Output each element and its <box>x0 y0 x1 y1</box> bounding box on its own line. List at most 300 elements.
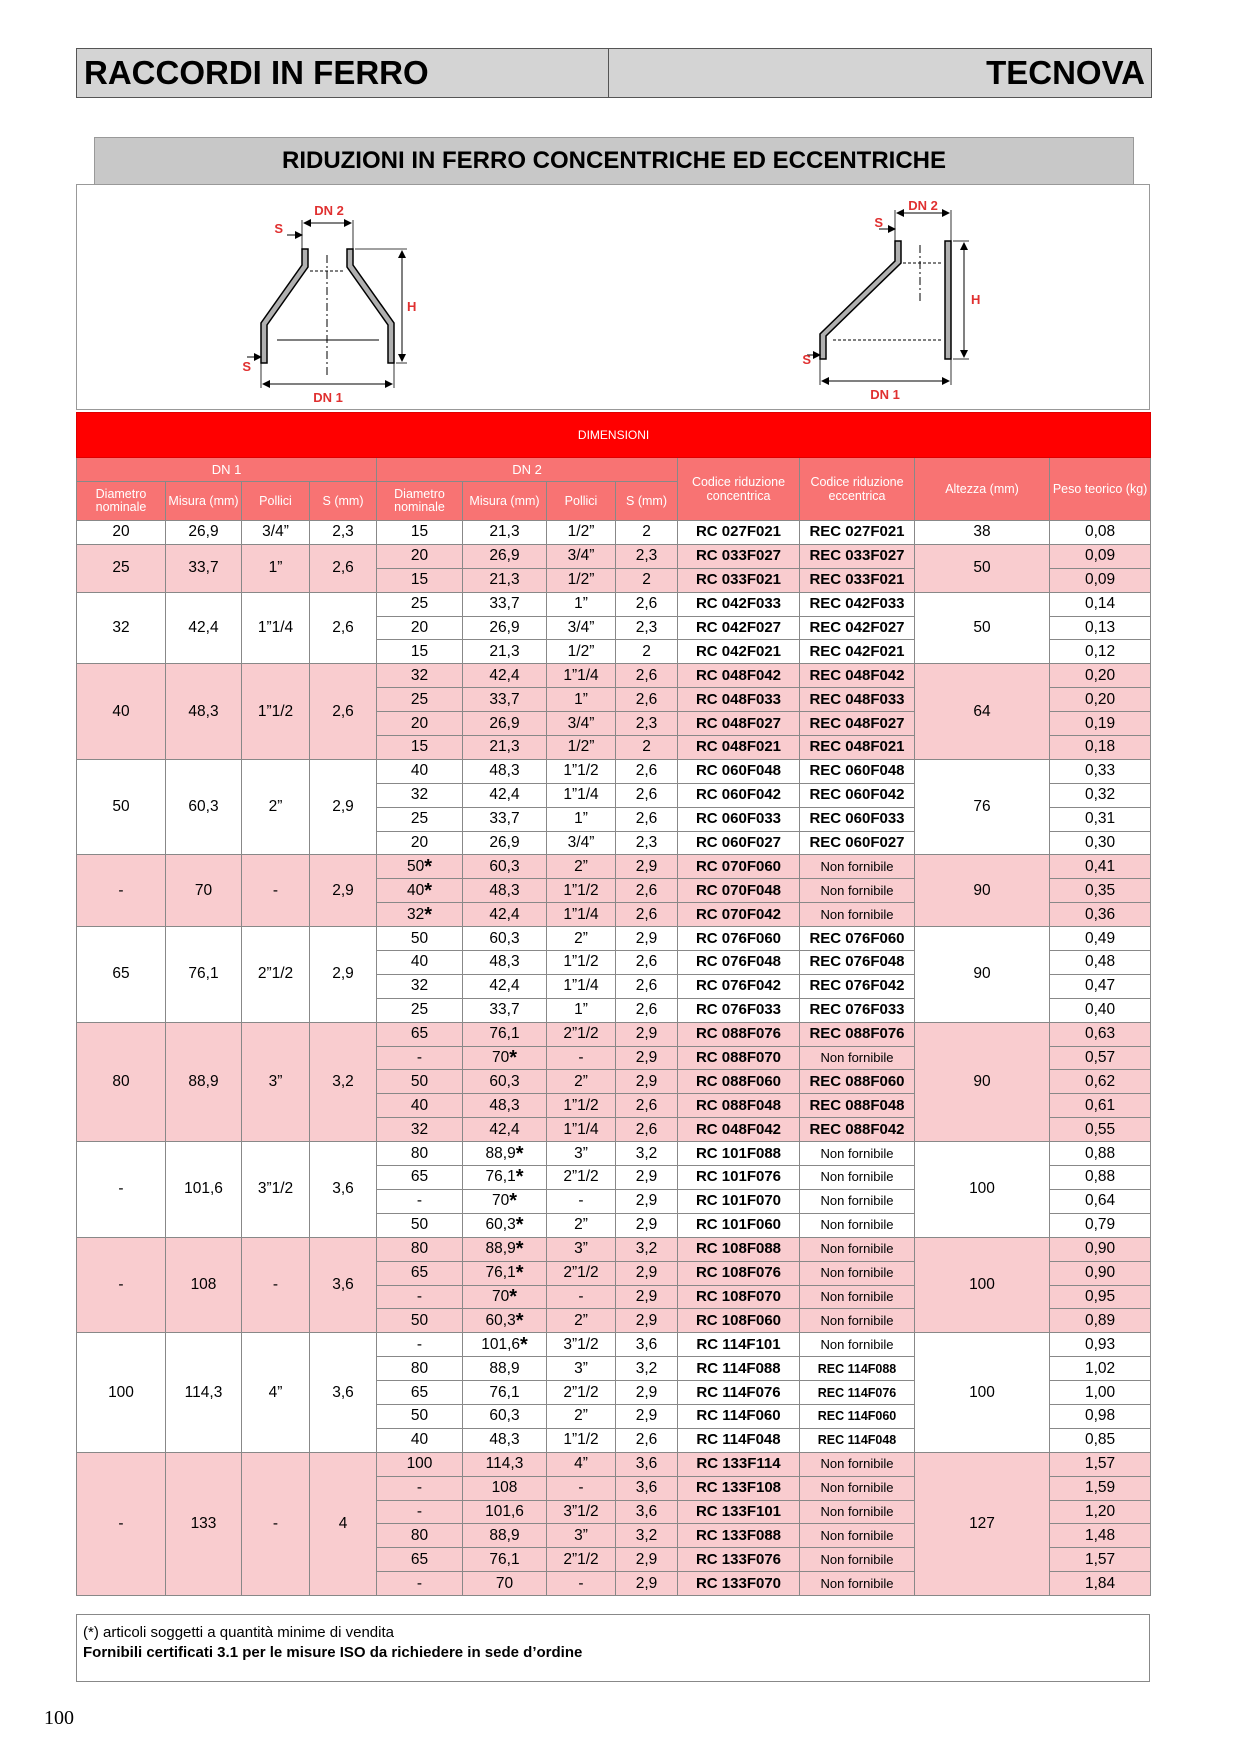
code-concentric-value: RC 060F042 <box>695 786 782 804</box>
label-s-bottom: S <box>242 359 251 374</box>
dn2-diametro <box>377 568 463 592</box>
peso-teorico-value: 0,85 <box>1084 1431 1116 1449</box>
dn2-spessore-value: 3,6 <box>635 1502 658 1520</box>
dn2-header: DN 2 <box>377 458 678 482</box>
dn2-spessore-value: 3,6 <box>635 1335 658 1353</box>
peso-teorico-value: 0,88 <box>1084 1168 1116 1186</box>
peso-teorico <box>1050 1237 1151 1261</box>
dn1-diametro <box>77 521 166 545</box>
dn2-diametro-value: 15 <box>410 523 429 541</box>
code-eccentric-value: REC 088F048 <box>809 1096 905 1114</box>
dn1-diametro <box>77 759 166 855</box>
peso-teorico-value: 0,88 <box>1084 1144 1116 1162</box>
dn2-spessore <box>616 1404 678 1428</box>
dn2-pollici-value: - <box>578 1287 584 1305</box>
dn2-diametro-value: - <box>416 1049 423 1067</box>
altezza <box>915 521 1050 545</box>
code-concentric <box>678 879 800 903</box>
dn2-spessore-value: 2,9 <box>635 1311 658 1329</box>
code-concentric-value: RC 108F070 <box>695 1287 782 1305</box>
code-eccentric <box>800 1309 915 1333</box>
dn2-spessore <box>616 1118 678 1142</box>
dn1-pollici-value: 1”1/2 <box>257 702 294 720</box>
dn1-pollici <box>242 759 310 855</box>
code-eccentric <box>800 1142 915 1166</box>
dn2-misura-value: 70 <box>491 1287 510 1305</box>
dn1-misura-value: 101,6 <box>184 1180 223 1198</box>
dn2-misura-value: 76,1 <box>489 1383 520 1401</box>
code-concentric-value: RC 101F060 <box>695 1216 782 1234</box>
dn2-diametro-value: 25 <box>410 810 429 828</box>
dn2-misura-value: 21,3 <box>489 738 520 756</box>
dn2-diametro-value: 50 <box>410 1072 429 1090</box>
peso-teorico <box>1050 1572 1151 1596</box>
code-concentric-value: RC 133F108 <box>695 1479 782 1497</box>
dn2-pollici-value: 4” <box>574 1455 588 1473</box>
dn2-diametro-value: 25 <box>410 595 429 613</box>
code-concentric <box>678 544 800 568</box>
col-code-eccentric: Codice riduzione eccentrica <box>800 458 915 521</box>
dn2-misura <box>463 664 547 688</box>
dn2-diametro-value: 25 <box>410 690 429 708</box>
col-code-concentric: Codice riduzione concentrica <box>678 458 800 521</box>
code-concentric <box>678 1333 800 1357</box>
label-s-bottom-ecc: S <box>802 352 811 367</box>
dn2-spessore <box>616 1213 678 1237</box>
code-eccentric-value: REC 088F042 <box>809 1120 905 1138</box>
dn2-diametro-value: - <box>416 1335 423 1353</box>
dn2-misura-value: 42,4 <box>489 905 520 923</box>
code-eccentric <box>800 1261 915 1285</box>
dn2-spessore-value: 2,6 <box>635 953 658 971</box>
dn2-misura <box>463 998 547 1022</box>
dn1-diametro-value: - <box>118 1514 124 1532</box>
dn2-misura-value: 60,3 <box>485 1311 516 1329</box>
dn2-spessore <box>616 998 678 1022</box>
code-concentric-value: RC 076F060 <box>695 929 782 947</box>
dn1-misura-value: 108 <box>190 1276 217 1293</box>
dn2-misura-value: 33,7 <box>489 690 520 708</box>
dn2-pollici <box>547 783 616 807</box>
dn2-pollici <box>547 616 616 640</box>
dn2-spessore-value: 2,3 <box>635 547 658 565</box>
dn1-spessore-value: 2,6 <box>332 559 354 577</box>
dn2-spessore <box>616 568 678 592</box>
dn2-diametro-value: 20 <box>410 547 429 565</box>
dn2-spessore-value: 2,9 <box>635 1216 658 1234</box>
dn2-misura-value: 101,6 <box>481 1335 520 1353</box>
asterisk-mark: * <box>520 1333 528 1356</box>
code-eccentric <box>800 1500 915 1524</box>
dn2-diametro <box>377 521 463 545</box>
dn2-pollici <box>547 1046 616 1070</box>
dn2-diametro-value: 32 <box>410 977 429 995</box>
code-eccentric-value: Non fornibile <box>820 1456 894 1472</box>
dn2-spessore-value: 2,6 <box>635 666 658 684</box>
altezza <box>915 1237 1050 1333</box>
altezza-value: 38 <box>973 523 991 541</box>
dn2-spessore-value: 2,6 <box>635 1120 658 1138</box>
code-eccentric-value: Non fornibile <box>820 858 894 874</box>
table-row <box>77 1142 1151 1166</box>
altezza-value: 64 <box>973 702 991 720</box>
code-concentric-value: RC 027F021 <box>695 523 782 541</box>
peso-teorico <box>1050 1070 1151 1094</box>
dn2-misura <box>463 1261 547 1285</box>
dn1-misura-value: 133 <box>190 1514 217 1532</box>
dn2-spessore-value: 2,9 <box>635 1072 658 1090</box>
dn2-pollici-value: 2” <box>574 1407 588 1425</box>
code-concentric <box>678 1381 800 1405</box>
altezza <box>915 855 1050 927</box>
dn2-pollici <box>547 1572 616 1596</box>
dn2-diametro-value: - <box>416 1574 423 1592</box>
peso-teorico <box>1050 831 1151 855</box>
dn2-spessore <box>616 616 678 640</box>
dn2-misura <box>463 1285 547 1309</box>
dn1-spessore <box>310 927 377 1023</box>
dn2-diametro-value: 15 <box>410 738 429 756</box>
dn2-misura-value: 114,3 <box>485 1455 524 1473</box>
dn2-spessore-value: 2,9 <box>635 1407 658 1425</box>
dn2-spessore-value: 2,6 <box>635 881 658 899</box>
dn2-diametro <box>377 974 463 998</box>
dn2-pollici <box>547 951 616 975</box>
dn2-pollici <box>547 1166 616 1190</box>
dn2-pollici <box>547 1333 616 1357</box>
code-concentric <box>678 1309 800 1333</box>
code-concentric-value: RC 114F048 <box>696 1431 781 1449</box>
peso-teorico <box>1050 903 1151 927</box>
dn2-misura-value: 70 <box>495 1574 514 1592</box>
asterisk-mark: * <box>515 1262 524 1285</box>
col-dn1-diametro: Diametro nominale <box>77 482 166 521</box>
dn2-diametro <box>377 759 463 783</box>
dn1-pollici-value: - <box>272 881 279 899</box>
code-eccentric-value: Non fornibile <box>820 1336 894 1352</box>
dn1-diametro-value: 80 <box>112 1072 130 1090</box>
dn2-pollici <box>547 664 616 688</box>
dn1-misura <box>166 927 242 1023</box>
code-eccentric <box>800 592 915 616</box>
peso-teorico-value: 1,00 <box>1084 1383 1116 1401</box>
dn1-pollici-value: 3” <box>268 1072 283 1090</box>
dn2-misura <box>463 544 547 568</box>
col-dn1-misura: Misura (mm) <box>166 482 242 521</box>
dn2-diametro-value: 65 <box>410 1264 429 1282</box>
dn1-spessore-value: 2,9 <box>332 965 354 983</box>
peso-teorico <box>1050 1333 1151 1357</box>
dn2-spessore-value: 2,6 <box>635 595 658 613</box>
code-concentric-value: RC 088F060 <box>695 1072 782 1090</box>
dn2-misura <box>463 688 547 712</box>
dn2-diametro <box>377 1022 463 1046</box>
dn2-misura-value: 21,3 <box>489 523 520 541</box>
altezza-value: 50 <box>973 559 991 577</box>
dn2-misura <box>463 831 547 855</box>
code-concentric <box>678 998 800 1022</box>
dn2-diametro <box>377 616 463 640</box>
dn1-pollici <box>242 1333 310 1452</box>
dn2-pollici-value: 1”1/2 <box>563 953 599 971</box>
dn2-spessore-value: 2,6 <box>635 786 658 804</box>
dn2-misura-value: 26,9 <box>489 834 520 852</box>
dn2-misura-value: 26,9 <box>489 619 520 636</box>
dn2-misura <box>463 1452 547 1476</box>
dn1-misura-value: 76,1 <box>188 965 219 983</box>
dn2-spessore <box>616 1285 678 1309</box>
code-eccentric <box>800 974 915 998</box>
dn1-pollici <box>242 544 310 592</box>
code-eccentric-value: Non fornibile <box>820 1288 894 1304</box>
table-row <box>77 1237 1151 1261</box>
code-eccentric <box>800 807 915 831</box>
peso-teorico-value: 0,20 <box>1084 690 1116 708</box>
altezza <box>915 1333 1050 1452</box>
code-eccentric-value: REC 048F042 <box>809 666 905 684</box>
peso-teorico <box>1050 664 1151 688</box>
dn2-pollici-value: 1”1/4 <box>563 977 599 995</box>
asterisk-mark: * <box>424 879 433 902</box>
dn1-diametro-value: - <box>118 1276 124 1293</box>
code-concentric <box>678 1070 800 1094</box>
peso-teorico <box>1050 1452 1151 1476</box>
dn1-spessore-value: 2,9 <box>332 881 354 899</box>
dn2-misura <box>463 855 547 879</box>
peso-teorico-value: 1,02 <box>1084 1359 1116 1377</box>
code-concentric-value: RC 042F027 <box>695 619 782 636</box>
dn2-pollici <box>547 1404 616 1428</box>
dn1-misura-value: 88,9 <box>188 1072 219 1090</box>
dn2-pollici-value: 1”1/4 <box>563 905 599 923</box>
peso-teorico <box>1050 1166 1151 1190</box>
dn2-pollici-value: 1/2” <box>567 738 595 756</box>
dn1-diametro <box>77 1142 166 1238</box>
dn1-diametro <box>77 1333 166 1452</box>
peso-teorico <box>1050 736 1151 760</box>
dn2-pollici <box>547 1357 616 1381</box>
table-row <box>77 1022 1151 1046</box>
altezza <box>915 1022 1050 1141</box>
dn1-spessore-value: 2,3 <box>332 523 354 541</box>
code-concentric <box>678 568 800 592</box>
dn2-misura <box>463 1428 547 1452</box>
dn2-misura-value: 88,9 <box>485 1240 516 1258</box>
code-concentric-value: RC 101F088 <box>695 1144 782 1162</box>
peso-teorico <box>1050 1046 1151 1070</box>
dn2-pollici-value: 3” <box>574 1359 588 1377</box>
dn1-pollici <box>242 1452 310 1595</box>
dn2-diametro <box>377 592 463 616</box>
peso-teorico-value: 0,08 <box>1084 523 1116 541</box>
dn2-spessore-value: 2,9 <box>635 1049 658 1067</box>
dn2-misura-value: 33,7 <box>489 810 520 828</box>
dn2-spessore <box>616 855 678 879</box>
code-concentric-value: RC 108F088 <box>695 1240 782 1258</box>
peso-teorico-value: 0,33 <box>1084 762 1116 780</box>
dn2-spessore <box>616 1237 678 1261</box>
dn2-spessore-value: 3,2 <box>635 1144 658 1162</box>
dn2-pollici-value: - <box>578 1049 584 1067</box>
dn1-misura <box>166 1237 242 1333</box>
code-concentric <box>678 1357 800 1381</box>
dn2-pollici <box>547 1476 616 1500</box>
code-concentric-value: RC 042F021 <box>695 642 782 660</box>
asterisk-mark: * <box>509 1047 518 1070</box>
dn2-misura <box>463 951 547 975</box>
asterisk-mark: * <box>515 1214 524 1237</box>
altezza <box>915 664 1050 760</box>
code-eccentric <box>800 1381 915 1405</box>
table-row <box>77 1452 1151 1476</box>
dn2-pollici-value: 1/2” <box>567 642 595 660</box>
peso-teorico-value: 0,62 <box>1084 1072 1116 1090</box>
dn2-misura <box>463 521 547 545</box>
peso-teorico-value: 0,93 <box>1084 1335 1116 1353</box>
dn2-misura <box>463 759 547 783</box>
dn2-spessore-value: 2,6 <box>635 690 658 708</box>
dn2-spessore <box>616 831 678 855</box>
peso-teorico-value: 0,14 <box>1084 595 1116 613</box>
code-concentric <box>678 951 800 975</box>
dn2-misura-value: 48,3 <box>489 881 520 899</box>
dn2-diametro-value: 50 <box>406 857 425 875</box>
dn2-diametro-value: 32 <box>410 666 429 684</box>
dn2-pollici <box>547 855 616 879</box>
peso-teorico <box>1050 1500 1151 1524</box>
dn1-pollici-value: 2”1/2 <box>257 965 294 983</box>
dn2-misura-value: 33,7 <box>489 595 520 613</box>
dn2-misura <box>463 974 547 998</box>
note-certificates: Fornibili certificati 3.1 per le misure ISO da richiedere in sede d’ordine <box>83 1644 583 1661</box>
dn1-diametro <box>77 1237 166 1333</box>
dn1-diametro-value: 20 <box>112 523 130 541</box>
dn2-pollici <box>547 807 616 831</box>
dn2-misura-value: 48,3 <box>489 1431 520 1449</box>
dn2-diametro <box>377 664 463 688</box>
dn2-misura-value: 42,4 <box>489 786 520 804</box>
dn1-pollici <box>242 664 310 760</box>
dn2-diametro-value: 65 <box>410 1168 429 1186</box>
dn2-spessore-value: 2,9 <box>635 1287 658 1305</box>
dn2-spessore-value: 3,6 <box>635 1455 658 1473</box>
peso-teorico <box>1050 783 1151 807</box>
dn2-diametro <box>377 1572 463 1596</box>
code-eccentric <box>800 1428 915 1452</box>
dn2-pollici <box>547 1428 616 1452</box>
dn1-pollici <box>242 855 310 927</box>
dn2-pollici <box>547 974 616 998</box>
code-concentric-value: RC 048F021 <box>695 738 782 756</box>
peso-teorico <box>1050 1118 1151 1142</box>
peso-teorico-value: 0,98 <box>1084 1407 1116 1425</box>
dn2-pollici <box>547 1452 616 1476</box>
dn2-pollici <box>547 688 616 712</box>
dn2-misura-value: 60,3 <box>489 857 520 875</box>
code-eccentric-value: Non fornibile <box>820 1193 894 1209</box>
dn2-misura <box>463 1213 547 1237</box>
code-eccentric <box>800 712 915 736</box>
dn1-spessore <box>310 1142 377 1238</box>
dn2-pollici <box>547 521 616 545</box>
dn2-diametro <box>377 903 463 927</box>
dn2-pollici <box>547 759 616 783</box>
dn2-misura <box>463 927 547 951</box>
dn2-misura-value: 42,4 <box>489 666 520 684</box>
code-eccentric <box>800 998 915 1022</box>
code-concentric <box>678 1548 800 1572</box>
dn1-spessore <box>310 759 377 855</box>
dn2-pollici-value: 1”1/4 <box>563 666 599 684</box>
dn2-misura <box>463 1572 547 1596</box>
dn2-misura <box>463 616 547 640</box>
dn1-misura-value: 42,4 <box>188 619 219 636</box>
dn2-diametro <box>377 1309 463 1333</box>
code-concentric-value: RC 060F027 <box>695 834 782 852</box>
dn2-diametro <box>377 1142 463 1166</box>
dn2-misura <box>463 879 547 903</box>
dn2-spessore <box>616 1476 678 1500</box>
code-eccentric-value: Non fornibile <box>820 1480 894 1496</box>
dn1-spessore-value: 2,9 <box>332 798 354 816</box>
peso-teorico-value: 0,89 <box>1084 1311 1116 1329</box>
dn2-spessore <box>616 1452 678 1476</box>
code-concentric <box>678 1572 800 1596</box>
peso-teorico <box>1050 1381 1151 1405</box>
peso-teorico-value: 0,19 <box>1084 714 1116 732</box>
dn2-spessore-value: 3,2 <box>635 1359 658 1377</box>
dn2-diametro <box>377 1357 463 1381</box>
dn2-misura <box>463 1189 547 1213</box>
dn2-spessore-value: 2,9 <box>635 1574 658 1592</box>
dn2-diametro <box>377 1166 463 1190</box>
dn1-spessore-value: 3,6 <box>332 1383 354 1401</box>
label-dn1: DN 1 <box>313 390 343 405</box>
dn2-diametro-value: 40 <box>410 1096 429 1114</box>
dn2-spessore <box>616 974 678 998</box>
code-eccentric <box>800 1237 915 1261</box>
code-concentric <box>678 592 800 616</box>
dn2-spessore <box>616 1357 678 1381</box>
code-eccentric <box>800 831 915 855</box>
dn2-spessore <box>616 807 678 831</box>
dn1-spessore <box>310 1237 377 1333</box>
dn1-spessore <box>310 592 377 664</box>
dn1-spessore-value: 3,2 <box>332 1072 354 1090</box>
dn2-diametro <box>377 712 463 736</box>
dn2-misura <box>463 1022 547 1046</box>
peso-teorico <box>1050 855 1151 879</box>
dn1-pollici-value: 2” <box>268 798 283 816</box>
peso-teorico-value: 1,57 <box>1084 1455 1116 1473</box>
peso-teorico-value: 0,63 <box>1084 1025 1116 1043</box>
code-eccentric-value: Non fornibile <box>820 1217 894 1233</box>
dn2-diametro <box>377 951 463 975</box>
dn1-spessore-value: 3,6 <box>332 1276 354 1293</box>
dn2-misura <box>463 903 547 927</box>
code-concentric-value: RC 108F060 <box>695 1311 782 1329</box>
code-eccentric-value: REC 033F021 <box>809 571 905 589</box>
peso-teorico <box>1050 1548 1151 1572</box>
code-concentric-value: RC 133F070 <box>695 1574 782 1592</box>
code-eccentric <box>800 1404 915 1428</box>
dn1-pollici <box>242 592 310 664</box>
dn2-diametro-value: 100 <box>406 1455 433 1473</box>
table-row <box>77 664 1151 688</box>
code-eccentric-value: REC 042F027 <box>809 619 905 636</box>
dn2-pollici-value: 1”1/2 <box>563 881 599 899</box>
dn2-spessore <box>616 712 678 736</box>
